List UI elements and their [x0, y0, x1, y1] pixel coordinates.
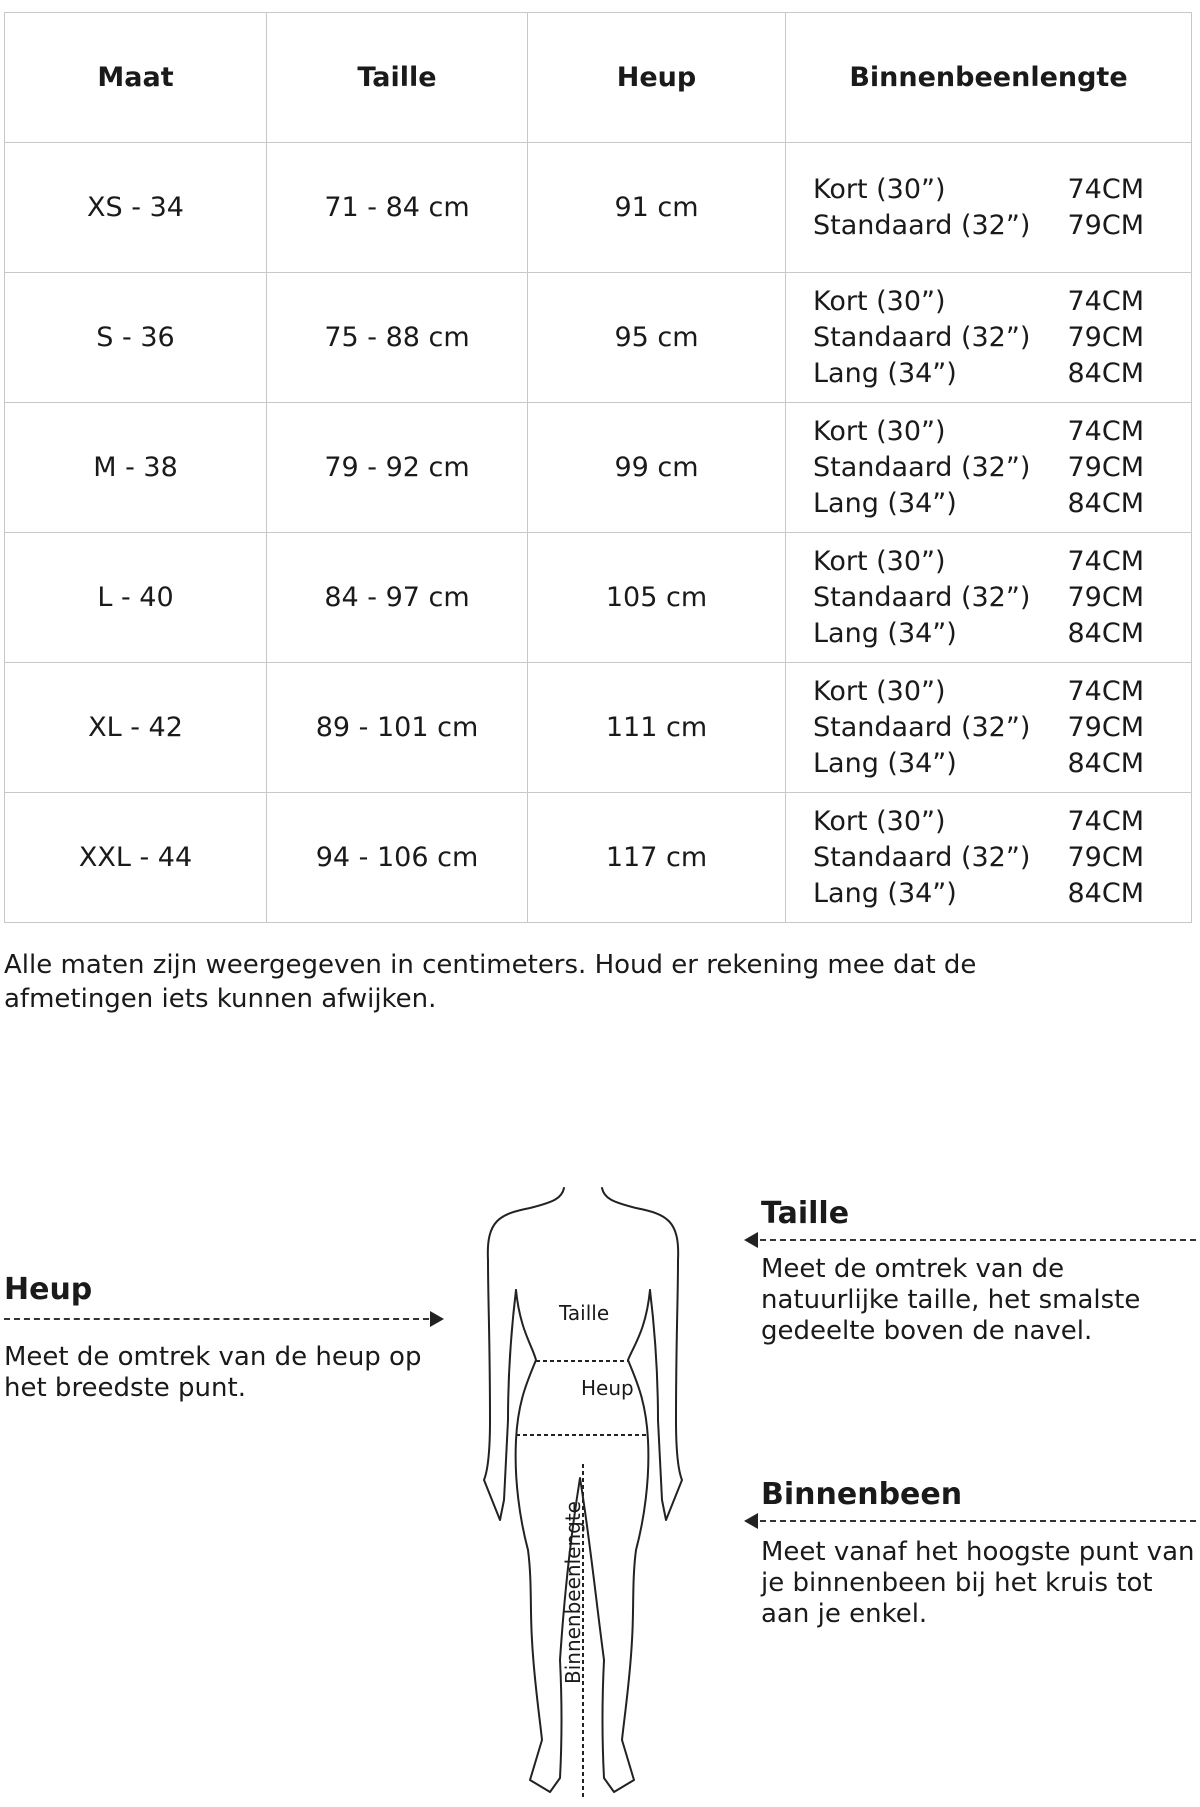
length-label: Kort (30”) — [813, 805, 946, 837]
cell-maat: S - 36 — [5, 273, 267, 403]
cell-taille: 94 - 106 cm — [267, 793, 528, 923]
size-table — [4, 12, 1192, 923]
length-option — [813, 450, 1144, 486]
length-option — [813, 580, 1144, 616]
size-note: Alle maten zijn weergegeven in centimeters. Houd er rekening mee dat de afmetingen iets kunnen afwijken. — [4, 950, 977, 1014]
length-value: 74CM — [1067, 675, 1144, 707]
header-heup: Heup — [528, 13, 786, 143]
cell-taille: 84 - 97 cm — [267, 533, 528, 663]
length-option — [813, 840, 1144, 876]
length-label: Kort (30”) — [813, 173, 946, 205]
length-label: Lang (34”) — [813, 617, 957, 649]
cell-binnenbeenlengte — [786, 793, 1192, 923]
cell-maat: XXL - 44 — [5, 793, 267, 923]
cell-maat: L - 40 — [5, 533, 267, 663]
cell-binnenbeenlengte — [786, 143, 1192, 273]
length-value: 79CM — [1067, 711, 1144, 743]
length-value: 74CM — [1067, 805, 1144, 837]
taille-dashed-line — [760, 1239, 1196, 1241]
length-value: 84CM — [1067, 487, 1144, 519]
cell-binnenbeenlengte — [786, 533, 1192, 663]
length-label: Lang (34”) — [813, 747, 957, 779]
length-label: Kort (30”) — [813, 285, 946, 317]
length-label: Standaard (32”) — [813, 451, 1031, 483]
figure-label-binnenbeen: Binnenbeenlengte — [561, 1501, 585, 1684]
header-taille: Taille — [267, 13, 528, 143]
cell-binnenbeenlengte — [786, 273, 1192, 403]
length-label: Standaard (32”) — [813, 841, 1031, 873]
table-row — [5, 663, 1192, 793]
body-figure — [470, 1180, 690, 1800]
heup-dashed-line — [4, 1318, 429, 1320]
length-value: 79CM — [1067, 841, 1144, 873]
length-option — [813, 876, 1144, 912]
arrow-right-icon — [430, 1311, 444, 1327]
length-value: 84CM — [1067, 877, 1144, 909]
length-label: Kort (30”) — [813, 675, 946, 707]
figure-label-heup: Heup — [581, 1376, 634, 1400]
length-label: Kort (30”) — [813, 415, 946, 447]
length-label: Lang (34”) — [813, 877, 957, 909]
cell-maat: XS - 34 — [5, 143, 267, 273]
binnenbeen-description: Meet vanaf het hoogste punt van je binnenbeen bij het kruis tot aan je enkel. — [761, 1537, 1195, 1629]
length-label: Lang (34”) — [813, 487, 957, 519]
header-binnenbeenlengte: Binnenbeenlengte — [786, 13, 1192, 143]
length-option — [813, 616, 1144, 652]
length-label: Standaard (32”) — [813, 581, 1031, 613]
table-row — [5, 143, 1192, 273]
length-value: 79CM — [1067, 451, 1144, 483]
cell-binnenbeenlengte — [786, 403, 1192, 533]
length-label: Standaard (32”) — [813, 711, 1031, 743]
cell-maat: XL - 42 — [5, 663, 267, 793]
length-label: Standaard (32”) — [813, 321, 1031, 353]
length-value: 74CM — [1067, 285, 1144, 317]
arrow-left-icon — [744, 1232, 758, 1248]
cell-heup: 91 cm — [528, 143, 786, 273]
length-option — [813, 284, 1144, 320]
length-value: 79CM — [1067, 581, 1144, 613]
cell-heup: 105 cm — [528, 533, 786, 663]
length-value: 74CM — [1067, 545, 1144, 577]
cell-taille: 89 - 101 cm — [267, 663, 528, 793]
table-row — [5, 273, 1192, 403]
length-option — [813, 746, 1144, 782]
binnenbeen-title: Binnenbeen — [761, 1477, 963, 1512]
body-outline-icon — [470, 1180, 690, 1800]
arrow-left-icon — [744, 1513, 758, 1529]
figure-label-taille: Taille — [559, 1301, 610, 1325]
length-value: 84CM — [1067, 357, 1144, 389]
table-row — [5, 533, 1192, 663]
binnenbeen-dashed-line — [760, 1520, 1196, 1522]
length-option — [813, 544, 1144, 580]
heup-description: Meet de omtrek van de heup op het breedste punt. — [4, 1342, 422, 1403]
length-option — [813, 320, 1144, 356]
length-value: 84CM — [1067, 747, 1144, 779]
length-value: 74CM — [1067, 173, 1144, 205]
length-value: 74CM — [1067, 415, 1144, 447]
length-value: 84CM — [1067, 617, 1144, 649]
cell-heup: 95 cm — [528, 273, 786, 403]
length-label: Standaard (32”) — [813, 209, 1031, 241]
taille-title: Taille — [761, 1196, 850, 1231]
header-maat: Maat — [5, 13, 267, 143]
length-label: Kort (30”) — [813, 545, 946, 577]
length-option — [813, 356, 1144, 392]
length-value: 79CM — [1067, 321, 1144, 353]
cell-taille: 75 - 88 cm — [267, 273, 528, 403]
cell-heup: 117 cm — [528, 793, 786, 923]
length-option — [813, 804, 1144, 840]
length-option — [813, 414, 1144, 450]
table-row — [5, 403, 1192, 533]
table-header-row — [5, 13, 1192, 143]
cell-heup: 99 cm — [528, 403, 786, 533]
heup-title: Heup — [4, 1272, 93, 1307]
length-value: 79CM — [1067, 209, 1144, 241]
length-option — [813, 674, 1144, 710]
cell-maat: M - 38 — [5, 403, 267, 533]
taille-description: Meet de omtrek van de natuurlijke taille, het smalste gedeelte boven de navel. — [761, 1254, 1141, 1346]
length-option — [813, 172, 1144, 208]
cell-heup: 111 cm — [528, 663, 786, 793]
length-option — [813, 710, 1144, 746]
table-row — [5, 793, 1192, 923]
length-option — [813, 486, 1144, 522]
length-label: Lang (34”) — [813, 357, 957, 389]
cell-taille: 71 - 84 cm — [267, 143, 528, 273]
length-option — [813, 208, 1144, 244]
cell-taille: 79 - 92 cm — [267, 403, 528, 533]
cell-binnenbeenlengte — [786, 663, 1192, 793]
